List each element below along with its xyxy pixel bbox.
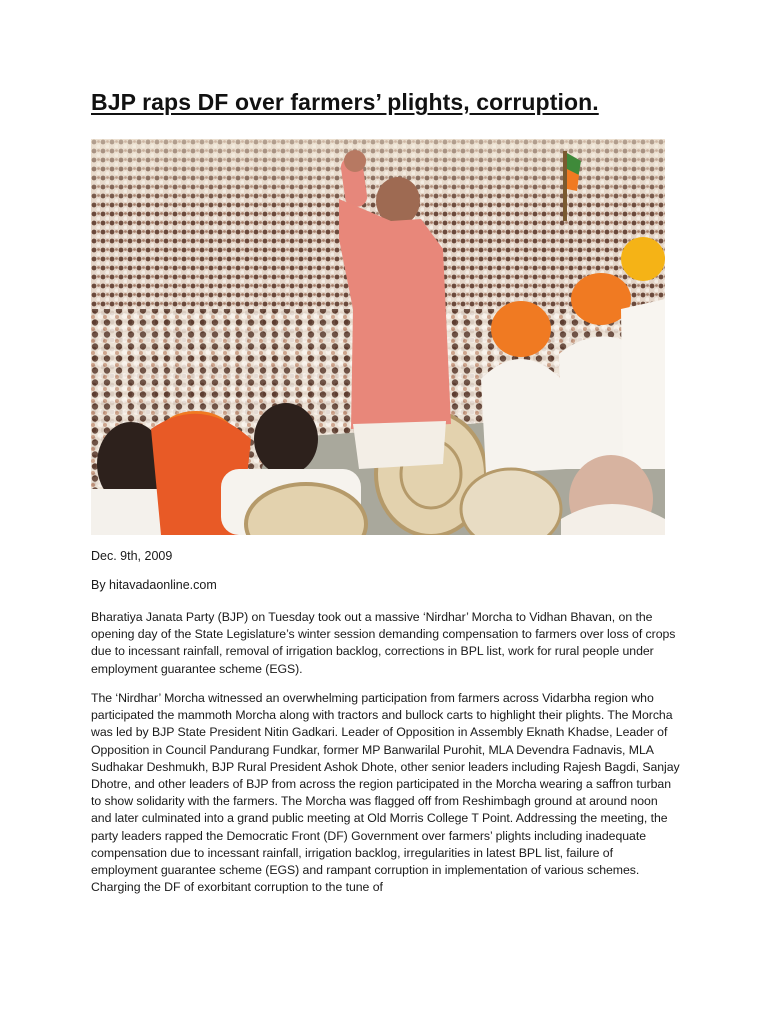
article-byline: By hitavadaonline.com xyxy=(91,578,217,592)
article-headline: BJP raps DF over farmers’ plights, corruption. xyxy=(91,89,599,115)
rally-photo xyxy=(91,139,665,535)
article-date: Dec. 9th, 2009 xyxy=(91,549,173,563)
article-paragraph: Bharatiya Janata Party (BJP) on Tuesday took out a massive ‘Nirdhar’ Morcha to Vidhan Bhavan, on the opening day of the State Legislature’s winter session demanding compensation to farmers over loss of crops due to incessant rainfall, removal of irrigation backlog, corrections in BPL list, work for rural people under employment guarantee scheme (EGS). xyxy=(91,610,676,676)
article-paragraph: The ‘Nirdhar’ Morcha witnessed an overwhelming participation from farmers across Vidarbha region who participated the mammoth Morcha along with tractors and bullock carts to highlight their plights. The Morcha was led by BJP State President Nitin Gadkari. Leader of Opposition in Assembly Eknath Khadse, Leader of Opposition in Council Pandurang Fundkar, former MP Banwarilal Purohit, MLA Devendra Fadnavis, MLA Sudhakar Deshmukh, BJP Rural President Ashok Dhote, other senior leaders including Rajesh Bagdi, Sanjay Dhotre, and other leaders of BJP from across the region participated in the Morcha wearing a saffron turban to show solidarity with the farmers. The Morcha was flagged off from Reshimbagh ground at around noon and later culminated into a grand public meeting at Old Morris College T Point. Addressing the meeting, the party leaders rapped the Democratic Front (DF) Government over farmers’ plights including inadequate compensation due to incessant rainfall, irrigation backlog, irregularities in latest BPL list, failure of employment guarantee scheme (EGS) and rampant corruption in implementation of various schemes. Charging the DF of exorbitant corruption to the tune of xyxy=(91,691,680,895)
crowd-rally-photo-icon xyxy=(91,139,665,535)
